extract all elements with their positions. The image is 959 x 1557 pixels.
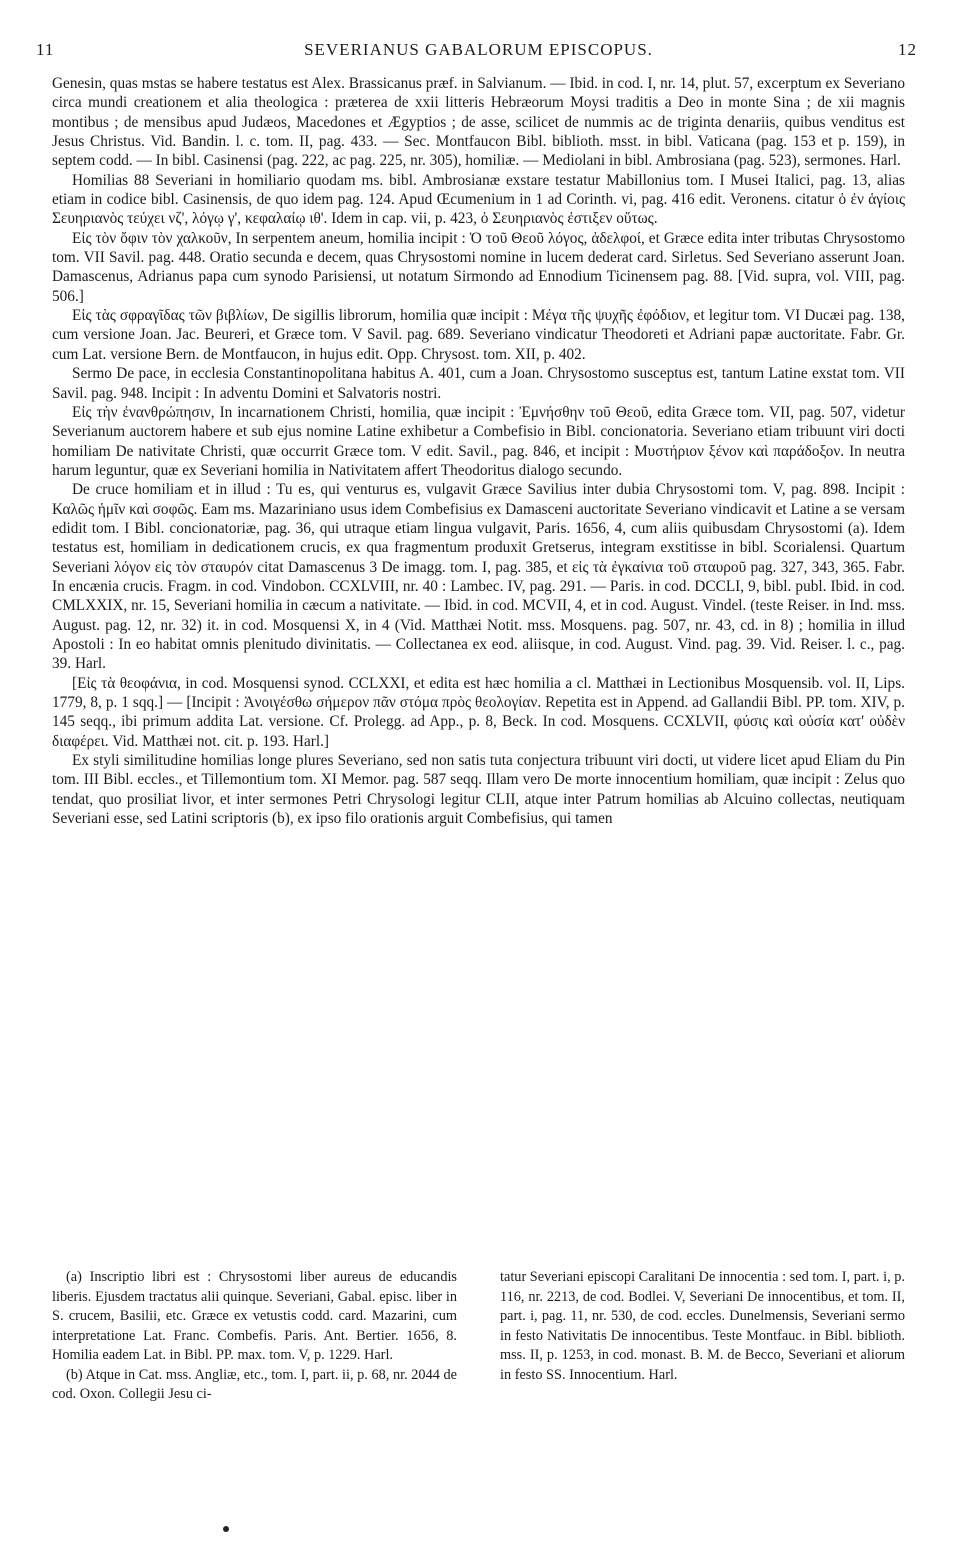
paragraph: Homilias 88 Severiani in homiliario quodam ms. bibl. Ambrosianæ exstare testatur Mabillonius tom. I Musei Italici, pag. 13, alias etiam in codice bibl. Casinensis, de quo idem pag. 124. Apud Œcumenium in 1 ad Corinth. vi, pag. 416 edit. Veronens. citatur ὁ ἐν ἁγίοις Σευηριανὸς τεύχει νζ', λόγῳ γ', κεφαλαίῳ ιθ'. Idem in cap. vii, p. 423, ὁ Σευηριανὸς ἐστιξεν οὕτως.: [52, 171, 905, 228]
footnotes-left-column: [52, 1268, 457, 1405]
page-number-right: 12: [898, 40, 917, 59]
paragraph: Εἰς τὰς σφραγῖδας τῶν βιβλίων, De sigillis librorum, homilia quæ incipit : Μέγα τῆς ψυχῆς ἐφόδιον, et legitur tom. VI Ducæi pag. 138, cum versione Joan. Jac. Beureri, et Græce tom. V Savil. pag. 689. Severiano vindicatur Theodoreti et Adriani papæ auctoritate. Fabr. Gr. cum Lat. versione Bern. de Montfaucon, in hujus edit. Opp. Chrysost. tom. XII, p. 402.: [52, 307, 905, 363]
page: [36, 40, 917, 828]
paragraph: De cruce homiliam et in illud : Tu es, qui venturus es, vulgavit Græce Savilius inter dubia Chrysostomi tom. V, pag. 898. Incipit : Καλῶς ἡμῖν καὶ σοφῶς. Eam ms. Mazariniano usus idem Combefisius ex Damasceni auctoritate Severiano vindicavit et Latine a se versam edidit tom. I Bibl. concionatoriæ, pag. 36, qui utraque etiam lingua vulgavit, Paris. 1656, 4, cum aliis quibusdam Chrysostomi (a). Idem testatus est, homiliam in dedicationem crucis, ex qua fragmentum produxit Gretserus, integram exstitisse in bibl. Scorialensi. Quartum Severiani λόγον εἰς τὸν σταυρόν citat Damascenus 3 De imagg. tom. I, pag. 385, et εἰς τὰ ἐγκαίνια τοῦ σταυροῦ pag. 327, 343, 365. Fabr. In encænia crucis. Fragm. in cod. Vindobon. CCXLVIII, nr. 40 : Lambec. IV, pag. 291. — Paris. in cod. DCCLI, 9, bibl. publ. Ibid. in cod. CMLXXIX, nr. 15, Severiani homilia in cæcum a nativitate. — Ibid. in cod. MCVII, 4, et in cod. August. Vindel. (teste Reiser. in Ind. mss. August. pag. 12, nr. 32) it. in cod. Mosquensi X, in 4 (Vid. Matthæi Notit. mss. Mosquens. pag. 507, nr. 43, cd. in 8) ; homilia in illud Apostoli : In eo habitat omnis plenitudo divinitatis. — Collectanea ex eod. aliisque, in cod. August. Vind. pag. 39. Vid. Reiser. l. c., pag. 39. Harl.: [52, 481, 905, 673]
footnote-a: (a) Inscriptio libri est : Chrysostomi liber aureus de educandis liberis. Ejusdem tractatus alii quinque. Severiani, Gabal. episc. liber in S. crucem, Basilii, etc. Græce ex vetustis codd. card. Mazarini, cum interpretatione Lat. Franc. Combefis. Paris. Ant. Bertier. 1656, 8. Homilia eadem Lat. in Bibl. PP. max. tom. V, p. 1229. Harl.: [52, 1269, 457, 1363]
paragraph: Εἰς τὸν ὄφιν τὸν χαλκοῦν, In serpentem aneum, homilia incipit : Ὁ τοῦ Θεοῦ λόγος, ἀδελφοί, et Græce edita inter tributas Chrysostomo tom. VII Savil. pag. 448. Oratio secunda e decem, quas Chrysostomi nomine in lucem dederat card. Sirletus. Sed Severiano asserunt Joan. Damascenus, Adrianus papa cum synodo Parisiensi, ut notatum Sirmondo ad Ennodium Ticinensem pag. 88. [Vid. supra, vol. VIII, pag. 506.]: [52, 229, 905, 305]
main-text: [52, 74, 905, 828]
footnotes-right-column: [500, 1268, 905, 1405]
paragraph: Ex styli similitudine homilias longe plures Severiano, sed non satis tuta conjectura tribuunt viri docti, ut videre licet apud Eliam du Pin tom. III Bibl. eccles., et Tillemontium tom. XI Memor. pag. 587 seqq. Illam vero De morte innocentium homiliam, quæ incipit : Zelus quo tendat, quo prosiliat livor, et inter sermones Petri Chrysologi legitur CLII, atque inter Patrum homilias ab Alcuino collectas, neutiquam Severiani esse, sed Latini scriptoris (b), ex ipso filo orationis arguit Combefisius, qui tamen: [52, 752, 905, 828]
paragraph: Sermo De pace, in ecclesia Constantinopolitana habitus A. 401, cum a Joan. Chrysostomo susceptus est, tantum Latine exstat tom. VII Savil. pag. 948. Incipit : In adventu Domini et Salvatoris nostri.: [52, 365, 905, 402]
footnote-b: (b) Atque in Cat. mss. Angliæ, etc., tom. I, part. ii, p. 68, nr. 2044 de cod. Oxon. Collegii Jesu ci-: [52, 1366, 457, 1402]
paragraph: Genesin, quas mstas se habere testatus est Alex. Brassicanus præf. in Salvianum. — Ibid. in cod. I, nr. 14, plut. 57, excerptum ex Severiano circa mundi creationem et alia theologica : præterea de xxii litteris Hebræorum Moysi traditis a Deo in monte Sina ; de xii magnis montibus ; de mensibus apud Judæos, Macedones et Ægyptios ; de asse, scilicet de nummis ac de triginta denariis, quibus venditus est Jesus Christus. Vid. Bandin. l. c. tom. II, pag. 433. — Sec. Montfaucon Bibl. biblioth. msst. in bibl. Vaticana (pag. 153 et p. 159), in septem codd. — In bibl. Casinensi (pag. 222, ac pag. 225, nr. 305), homiliæ. — Mediolani in bibl. Ambrosiana (pag. 523), sermones. Harl.: [52, 75, 905, 170]
paragraph: Εἰς τὴν ἐνανθρώπησιν, In incarnationem Christi, homilia, quæ incipit : Ἐμνήσθην τοῦ Θεοῦ, edita Græce tom. VII, pag. 507, videtur Severianum auctorem habere et sub ejus nomine Latine exhibetur a Combefisio in Bibl. concionatoria. Severiano etiam tribuunt viri docti homiliam De nativitate Christi, quæ occurrit Græce tom. V edit. Savil., pag. 846, et incipit : Μυστήριον ξένον καὶ παράδοξον. In neutra harum leguntur, quæ ex Severiani homilia in Nativitatem affert Theodoritus dialogo secundo.: [52, 403, 905, 479]
running-header: [36, 40, 917, 70]
running-title: SEVERIANUS GABALORUM EPISCOPUS.: [304, 40, 653, 59]
ink-dot: [223, 1526, 229, 1532]
footnote-b-continuation: tatur Severiani episcopi Caralitani De innocentia : sed tom. I, part. i, p. 116, nr. 2213, de cod. Bodlei. V, Severiani De innocentibus, et tom. II, part. i, pag. 11, nr. 530, de cod. eccles. Dunelmensis, Severiani sermo in festo Nativitatis De innocentibus. Teste Montfauc. in Bibl. biblioth. mss. II, p. 1253, in cod. monast. B. M. de Becco, Severiani et aliorum in festo SS. Innocentium. Harl.: [500, 1269, 905, 1383]
paragraph: [Εἰς τὰ θεοφάνια, in cod. Mosquensi synod. CCLXXI, et edita est hæc homilia a cl. Matthæi in Lectionibus Mosquensib. vol. II, Lips. 1779, 8, p. 1 sqq.] — [Incipit : Ἀνοιγέσθω σήμερον πᾶν στόμα πρὸς θεολογίαν. Repetita est in Append. ad Gallandii Bibl. PP. tom. XIV, p. 145 seqq., ibi primum addita Lat. versione. Cf. Prolegg. ad App., p. 8, Beck. In cod. Mosquens. CCXLVII, φύσις καὶ οὐσία κατ' οὐδὲν διαφέρει. Vid. Matthæi not. cit. p. 193. Harl.]: [52, 674, 905, 750]
footnotes: [52, 1268, 905, 1405]
page-number-left: 11: [36, 40, 55, 59]
